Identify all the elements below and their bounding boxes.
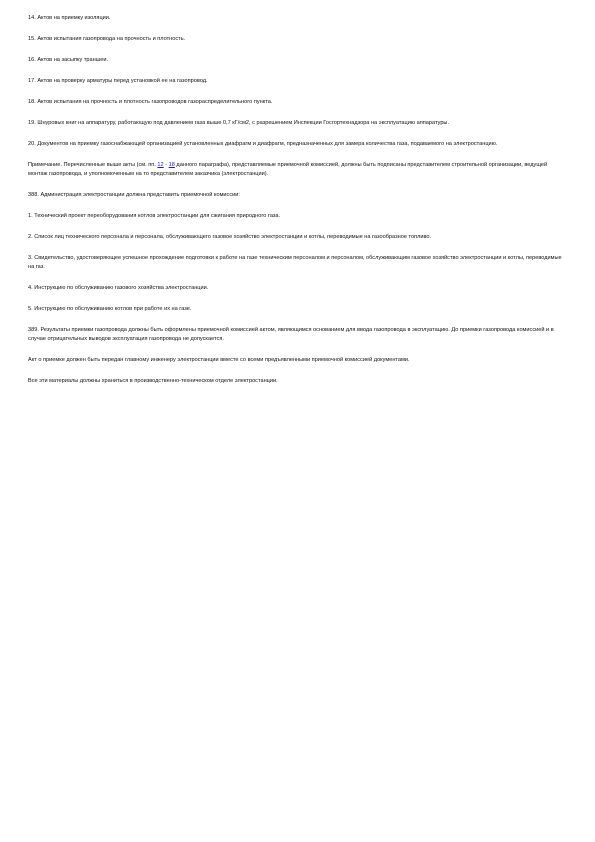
link-item-18[interactable]: 18 (168, 162, 175, 168)
document-body (28, 14, 568, 398)
list-item-18: 18. Актов испытания на прочность и плотность газопроводов газораспределительного пункта. (28, 99, 273, 105)
link-item-12[interactable]: 12 (157, 162, 164, 168)
note-text-mid: - (163, 162, 169, 168)
section-389-paragraph: 389. Результаты приемки газопровода должны быть оформлены приемочной комиссией актом, являющимся основанием для ввода газопровода в эксплуатацию. До приемки газопровода комиссией и в случае отрицательных выводов эксплуатация газопровода не допускается. (28, 327, 554, 342)
list-item-5: 5. Инструкцию по обслуживанию котлов при работе их на газе. (28, 306, 192, 312)
list-item-15: 15. Актов испытания газопровода на прочность и плотность. (28, 36, 186, 42)
list-item-16: 16. Актов на засыпку траншеи. (28, 57, 108, 63)
list-item-17: 17. Актов на проверку арматуры перед установкой ее на газопровод. (28, 78, 208, 84)
storage-paragraph: Все эти материалы должны храниться в производственно-техническом отделе электростанции. (28, 378, 278, 384)
note-text-before: Примечание. Перечисленные выше акты (см. пп. (28, 162, 158, 168)
list-item-2: 2. Список лиц технического персонала и персонала, обслуживающего газовое хозяйство электростанции и котлы, переводимые на газообразное топливо. (28, 234, 432, 240)
list-item-19: 19. Шнуровых книг на аппаратуру, работающую под давлением газа выше 0,7 кГ/см2, с разрешением Инспекции Госгортехнадзора на эксплуатацию аппаратуры. (28, 120, 450, 126)
list-item-3: 3. Свидетельство, удостоверяющее успешное прохождение подготовки к работе на газе техническим персоналом и персоналом, обслуживающим газовое хозяйство электростанции и котлы, переводимые на газ. (28, 255, 562, 270)
list-item-4: 4. Инструкцию по обслуживанию газового хозяйства электростанции. (28, 285, 209, 291)
section-388-heading: 388. Администрация электростанции должна представить приемочной комиссии: (28, 192, 240, 198)
acceptance-act-paragraph: Акт о приемке должен быть передан главному инженеру электростанции вместе со всеми предъявленными приемочной комиссией документами. (28, 357, 410, 363)
list-item-1: 1. Технический проект переоборудования котлов электростанции для сжигания природного газа. (28, 213, 281, 219)
list-item-20: 20. Документов на приемку газоснабжающей организацией установленных диафрагм и диафрагм, предназначенных для замера количества газа, подаваемого на электростанцию. (28, 141, 498, 147)
note-text-after: данного параграфа), представляемые приемочной комиссией, должны быть подписаны представителем строительной организации, ведущей монтаж газопровода, и уполномоченным на то представителем заказчика (электростанции). (28, 162, 548, 177)
note-paragraph (28, 161, 568, 179)
list-item-14: 14. Актов на приемку изоляции. (28, 15, 111, 21)
